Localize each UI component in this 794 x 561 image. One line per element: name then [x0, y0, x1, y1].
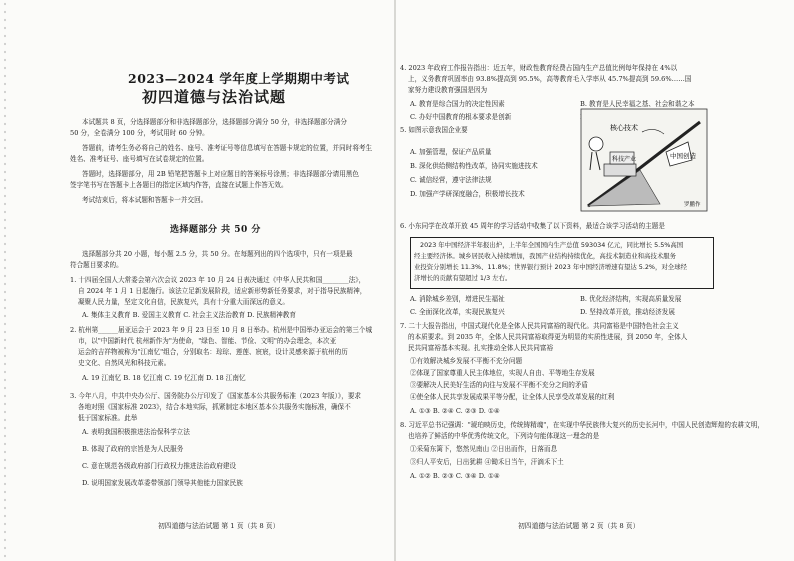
- answer-option: C. 诚信经营，遵守法律法规: [410, 176, 492, 184]
- exam-title: 2023—2024 学年度上学期期中考试: [128, 71, 350, 86]
- material-text: 业投资分别增长 11.3%、11.8%；世界银行预计 2023 年中国经济增速有望达 5.2%，对全球经: [414, 263, 687, 271]
- instruction-line: 本试题共 8 页，分选择题部分和非选择题部分，选择题部分满分 50 分，非选择题部分满分: [82, 118, 347, 126]
- instruction-line: 签字笔书写在答题卡上各题目的指定区域内作答，直接在试题上作答无效。: [70, 181, 288, 189]
- question-line: 市，以"中国新时代 杭州新作为"为使命，"绿色、智能、节俭、文明"的办会理念，本次亚: [78, 337, 337, 345]
- page-footer: 初四道德与法治试题 第 2 页（共 8 页）: [518, 522, 640, 530]
- cartoon-signature: 罗鹏作: [684, 202, 701, 208]
- answer-options: A. 19 江南忆 B. 18 忆江南 C. 19 忆江南 D. 18 江南忆: [82, 374, 246, 382]
- question-line: 5. 如图示意我国企业要: [400, 126, 468, 134]
- question-line: 上，义务教育巩固率由 93.8%提高到 95.5%，高等教育毛入学率从 45.7%提高到 59.6%……国: [408, 75, 692, 83]
- page-fold: [394, 0, 396, 561]
- question-line: 也培养了鲜活的中华优秀传统文化，下列诗句能体现这一理念的是: [408, 432, 600, 440]
- question-line: 自 2024 年 1 月 1 日起施行。该法立足新发展阶段，适应新形势新任务要求，对于指导民族精神，: [78, 287, 367, 295]
- answer-option: B. 深化供给侧结构性改革，协同实施进技术: [410, 162, 538, 170]
- cartoon-label: 核心技术: [610, 124, 638, 132]
- section-intro: 符合题目要求的。: [70, 261, 123, 269]
- cartoon-illustration: [580, 108, 708, 212]
- instruction-line: 答题前，请考生务必将自己的姓名、座号、准考证号等信息填写在答题卡规定的位置，并同时将考生: [82, 144, 373, 152]
- answer-option: B. 体现了政府的宗旨是为人民服务: [82, 445, 184, 453]
- page-1: [0, 0, 392, 561]
- question-line: 各地对照《国家标准 2023》，结合本地实际，抓紧制定本地区基本公共服务实施标准，确保不: [78, 403, 351, 411]
- section-intro: 选择题部分共 20 小题，每小题 2.5 分，共 50 分。在每题列出的四个选项中，只有一项是最: [82, 250, 353, 258]
- statement-line: ③要解决人民美好生活的向往与发展不平衡不充分之间的矛盾: [410, 381, 589, 389]
- question-line: 民共同富裕基本实现。扎实推动全体人民共同富裕: [408, 344, 554, 352]
- material-text: 济增长的贡献有望超过 1/3 左右。: [414, 274, 512, 282]
- subject-title: 初四道德与法治试题: [142, 88, 287, 106]
- answer-option: C. 全面深化改革，实现民族复兴: [410, 308, 505, 316]
- question-line: 3. 今年八月，中共中央办公厅、国务院办公厅印发了《国家基本公共服务标准（2023 年版）》，要求: [70, 392, 362, 400]
- question-line: 凝聚人民力量，坚定文化自信，民族复兴，具有十分重大而深远的意义。: [78, 298, 289, 306]
- cartoon-label: 中国创造: [670, 152, 696, 160]
- statement-line: ②体现了国家尊重人民主体地位，实现人自由、平等地生存发展: [410, 369, 595, 377]
- answer-option: B. 教育是人民幸福之基、社会和谐之本: [580, 100, 695, 108]
- statement-line: ④使全体人民共享发展成果平等分配，让全体人民享受改革发展的红利: [410, 393, 615, 401]
- question-line: 4. 2023 年政府工作报告指出：近五年，财政性教育经费占国内生产总值比例每年保持在 4%以: [400, 64, 678, 72]
- answer-option: D. 坚持改革开放，推动经济发展: [580, 308, 675, 316]
- question-line: 8. 习近平总书记强调："琥珀映历史，传统铸精魂"，在实现中华民族伟大复兴的历史长河中，中国人民创造辉煌的农耕文明，: [400, 421, 764, 429]
- answer-options: A. 集体主义教育 B. 爱国主义教育 C. 社会主义法治教育 D. 民族精神教育: [82, 311, 296, 319]
- section-heading: 选择题部分 共 50 分: [170, 225, 261, 235]
- question-line: 家努力建设教育强国是因为: [408, 86, 488, 94]
- answer-options: A. ①③ B. ②④ C. ②③ D. ①④: [410, 407, 500, 415]
- answer-option: D. 说明国家发展改革委带领部门领导其他能力国家民族: [82, 479, 243, 487]
- question-line: 1. 十四届全国人大常委会第六次会议 2023 年 10 月 24 日表决通过《中华人民共和国________法》，: [70, 276, 366, 284]
- answer-option: B. 优化经济结构，实现高质量发展: [580, 295, 682, 303]
- question-line: 6. 小东同学在改革开放 45 周年的学习活动中收集了以下资料，最适合该学习活动的主题是: [400, 222, 665, 230]
- instruction-line: 50 分，全卷满分 100 分，考试用时 60 分钟。: [70, 129, 209, 137]
- instruction-line: 考试结束后，将本试题和答题卡一并交回。: [82, 196, 208, 204]
- answer-option: C. 办好中国教育的根本要求是创新: [410, 113, 512, 121]
- statement-line: ③归人平安后，日出犹耕 ④锄禾日当午，汗滴禾下土: [410, 458, 564, 466]
- statement-line: ①采菊东篱下，悠然见南山 ②日出而作，日落而息: [410, 445, 558, 453]
- answer-option: A. 加强管理，保证产品质量: [410, 148, 492, 156]
- question-line: 7. 二十大报告指出，中国式现代化是全体人民共同富裕的现代化。共同富裕是中国特色社会主义: [400, 322, 679, 330]
- answer-option: C. 意在规范各级政府部门行政权力推进法治政府建设: [82, 462, 237, 470]
- question-line: 史文化、自然风光和科技元素。: [78, 359, 171, 367]
- page-2: [400, 0, 794, 561]
- material-text: 2023 年中国经济半年报出炉，上半年全国国内生产总值 593034 亿元，同比增长 5.5%高国: [420, 241, 684, 249]
- answer-option: D. 加强产学研深度融合，积极增长技术: [410, 190, 525, 198]
- answer-option: A. 消除城乡差别，增进民生福祉: [410, 295, 505, 303]
- material-text: 经主要经济体。城乡居民收入持续增加，我国产业结构持续优化，高技术制造业和高技术服务: [414, 252, 677, 260]
- answer-option: A. 表明我国积极推进法治保科学立法: [82, 428, 190, 436]
- answer-options: A. ①② B. ②③ C. ③④ D. ①④: [410, 472, 500, 480]
- question-line: 运会的吉祥物被称为"江南忆"组合，分别取名：琮琮、莲莲、宸宸，设计灵感来源于杭州的历: [78, 348, 348, 356]
- answer-option: A. 教育是综合国力的决定性因素: [410, 100, 505, 108]
- question-line: 低于国家标准。此举: [78, 414, 138, 422]
- cartoon-label: 科技产业: [612, 156, 637, 163]
- statement-line: ①有效解决城乡发展不平衡不充分问题: [410, 357, 523, 365]
- page-footer: 初四道德与法治试题 第 1 页（共 8 页）: [158, 522, 280, 530]
- question-line: 的本质要求。到 2035 年，全体人民共同富裕取得更为明显的实质性进展，到 2050 年，全体人: [408, 333, 688, 341]
- question-line: 2. 杭州第______届亚运会于 2023 年 9 月 23 日至 10 月 8 日举办。杭州是中国举办亚运会的第三个城: [70, 326, 373, 334]
- instruction-line: 答题时，选择题部分，用 2B 铅笔把答题卡上对应题目的答案标号涂黑；非选择题部分请用黑色: [82, 170, 359, 178]
- instruction-line: 姓名、准考证号、座号填写在试卷规定的位置。: [70, 155, 209, 163]
